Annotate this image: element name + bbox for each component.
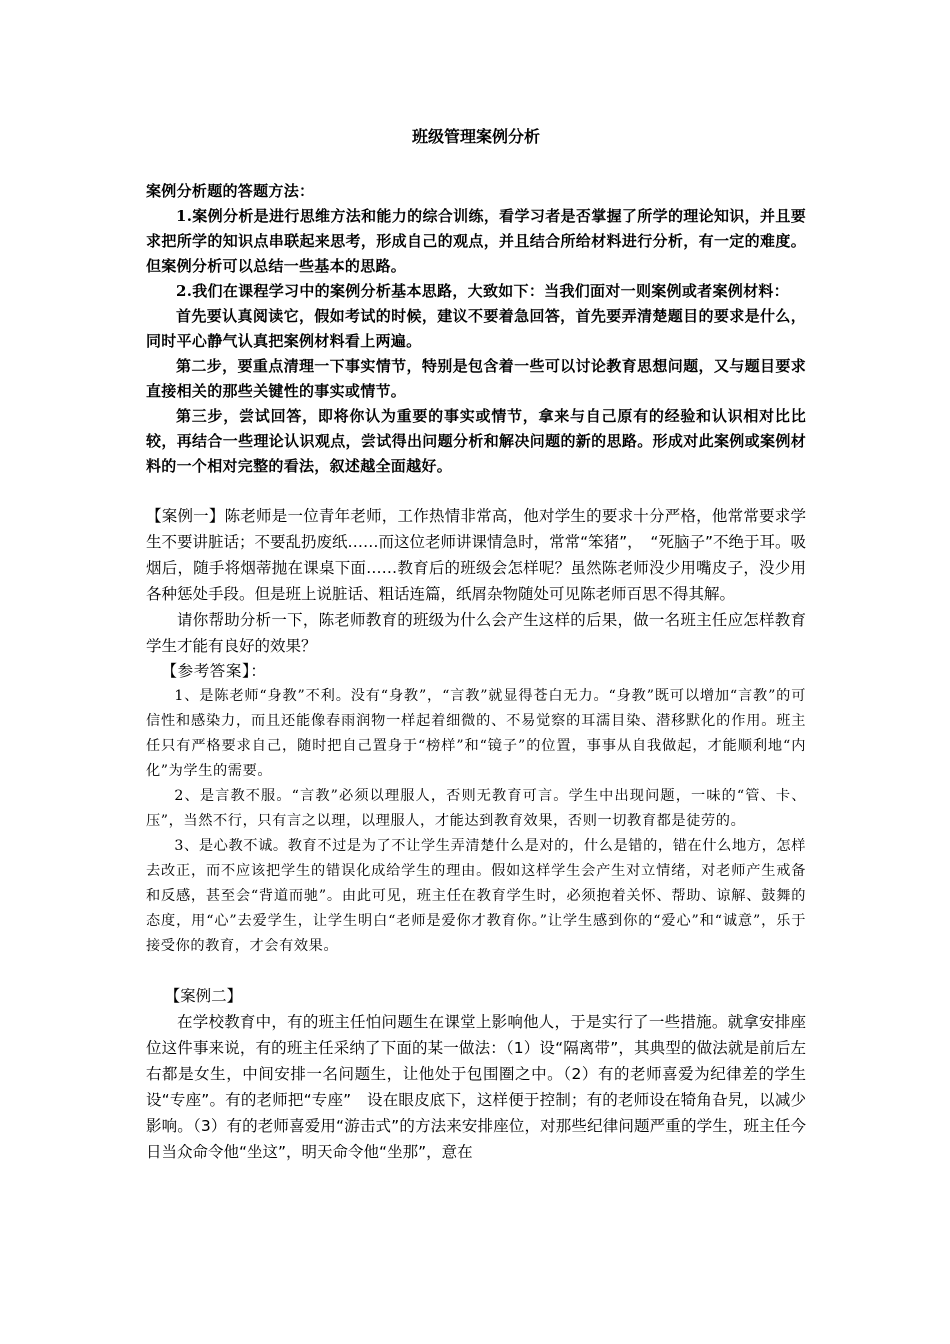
case-one-answer-section bbox=[146, 659, 806, 959]
method-paragraph-step-2: 第二步，要重点清理一下事实情节，特别是包含着一些可以讨论教育思想问题，又与题目要求直接相关的那些关键性的事实或情节。 bbox=[146, 357, 806, 400]
answer-heading: 【参考答案】： bbox=[161, 662, 267, 680]
method-paragraph-2: 2.我们在课程学习中的案例分析基本思路，大致如下：当我们面对一则案例或者案例材料： bbox=[176, 282, 789, 300]
method-paragraph-1: 1.案例分析是进行思维方法和能力的综合训练，看学习者是否掌握了所学的理论知识，并且要求把所学的知识点串联起来思考，形成自己的观点，并且结合所给材料进行分析，有一定的难度。但案例分析可以总结一些基本的思路。 bbox=[146, 207, 806, 275]
answer-item-2: 2、是言教不服。“言教”必须以理服人，否则无教育可言。学生中出现问题，一味的“管、卡、压”，当然不行，只有言之以理，以理服人，才能达到教育效果，否则一切教育都是徒劳的。 bbox=[146, 788, 806, 829]
document-title: 班级管理案例分析 bbox=[411, 127, 540, 146]
case-one-text: 【案例一】陈老师是一位青年老师，工作热情非常高，他对学生的要求十分严格，他常常要求学生不要讲脏话；不要乱扔废纸……而这位老师讲课情急时，常常“笨猪”， “死脑子”不绝于耳。吸烟后，随手将烟蒂抛在课桌下面……教育后的班级会怎样呢？虽然陈老师没少用嘴皮子，没少用各种惩处手段。但是班上说脏话、粗话连篇，纸屑杂物随处可见陈老师百思不得其解。 bbox=[146, 507, 806, 603]
case-one-question: 请你帮助分析一下，陈老师教育的班级为什么会产生这样的后果，做一名班主任应怎样教育学生才能有良好的效果？ bbox=[146, 611, 806, 655]
case-two-section bbox=[146, 983, 806, 1165]
answer-item-1: 1、是陈老师“身教”不利。没有“身教”，“言教”就显得苍白无力。“身教”既可以增加“言教”的可信性和感染力，而且还能像春雨润物一样起着细微的、不易觉察的耳濡目染、潜移默化的作用。班主任只有严格要求自己，随时把自己置身于“榜样”和“镜子”的位置，事事从自我做起，才能顺利地“内化”为学生的需要。 bbox=[146, 688, 806, 779]
case-one-section bbox=[146, 503, 806, 659]
method-heading: 案例分析题的答题方法： bbox=[146, 182, 315, 200]
case-two-text: 在学校教育中，有的班主任怕问题生在课堂上影响他人，于是实行了一些措施。就拿安排座位这件事来说，有的班主任采纳了下面的某一做法：（1）设“隔离带”，其典型的做法就是前后左右都是女生，中间安排一名问题生，让他处于包围圈之中。（2）有的老师喜爱为纪律差的学生设“专座”。有的老师把“专座” 设在眼皮底下，这样便于控制；有的老师设在犄角旮旯，以减少影响。（3）有的老师喜爱用“游击式”的方法来安排座位，对那些纪律问题严重的学生，班主任今日当众命令他“坐这”，明天命令他“坐那”，意在 bbox=[146, 1013, 806, 1161]
document-page bbox=[146, 125, 806, 1165]
method-paragraph-step-1: 首先要认真阅读它，假如考试的时候，建议不要着急回答，首先要弄清楚题目的要求是什么，同时平心静气认真把案例材料看上两遍。 bbox=[146, 307, 806, 350]
answer-item-3: 3、是心教不诚。教育不过是为了不让学生弄清楚什么是对的，什么是错的，错在什么地方，怎样去改正，而不应该把学生的错误化成给学生的理由。假如这样学生会产生对立情绪，对老师产生戒备和反感，甚至会“背道而驰”。由此可见，班主任在教育学生时，必须抱着关怀、帮助、谅解、鼓舞的态度，用“心”去爱学生，让学生明白“老师是爱你才教育你。”让学生感到你的“爱心”和“诚意”，乐于接受你的教育，才会有效果。 bbox=[146, 838, 806, 954]
method-paragraph-step-3: 第三步，尝试回答，即将你认为重要的事实或情节，拿来与自己原有的经验和认识相对比比较，再结合一些理论认识观点，尝试得出问题分析和解决问题的新的思路。形成对此案例或案例材料的一个相对完整的看法，叙述越全面越好。 bbox=[146, 407, 806, 475]
answering-method-section bbox=[146, 179, 806, 479]
case-two-heading: 【案例二】 bbox=[164, 987, 243, 1005]
